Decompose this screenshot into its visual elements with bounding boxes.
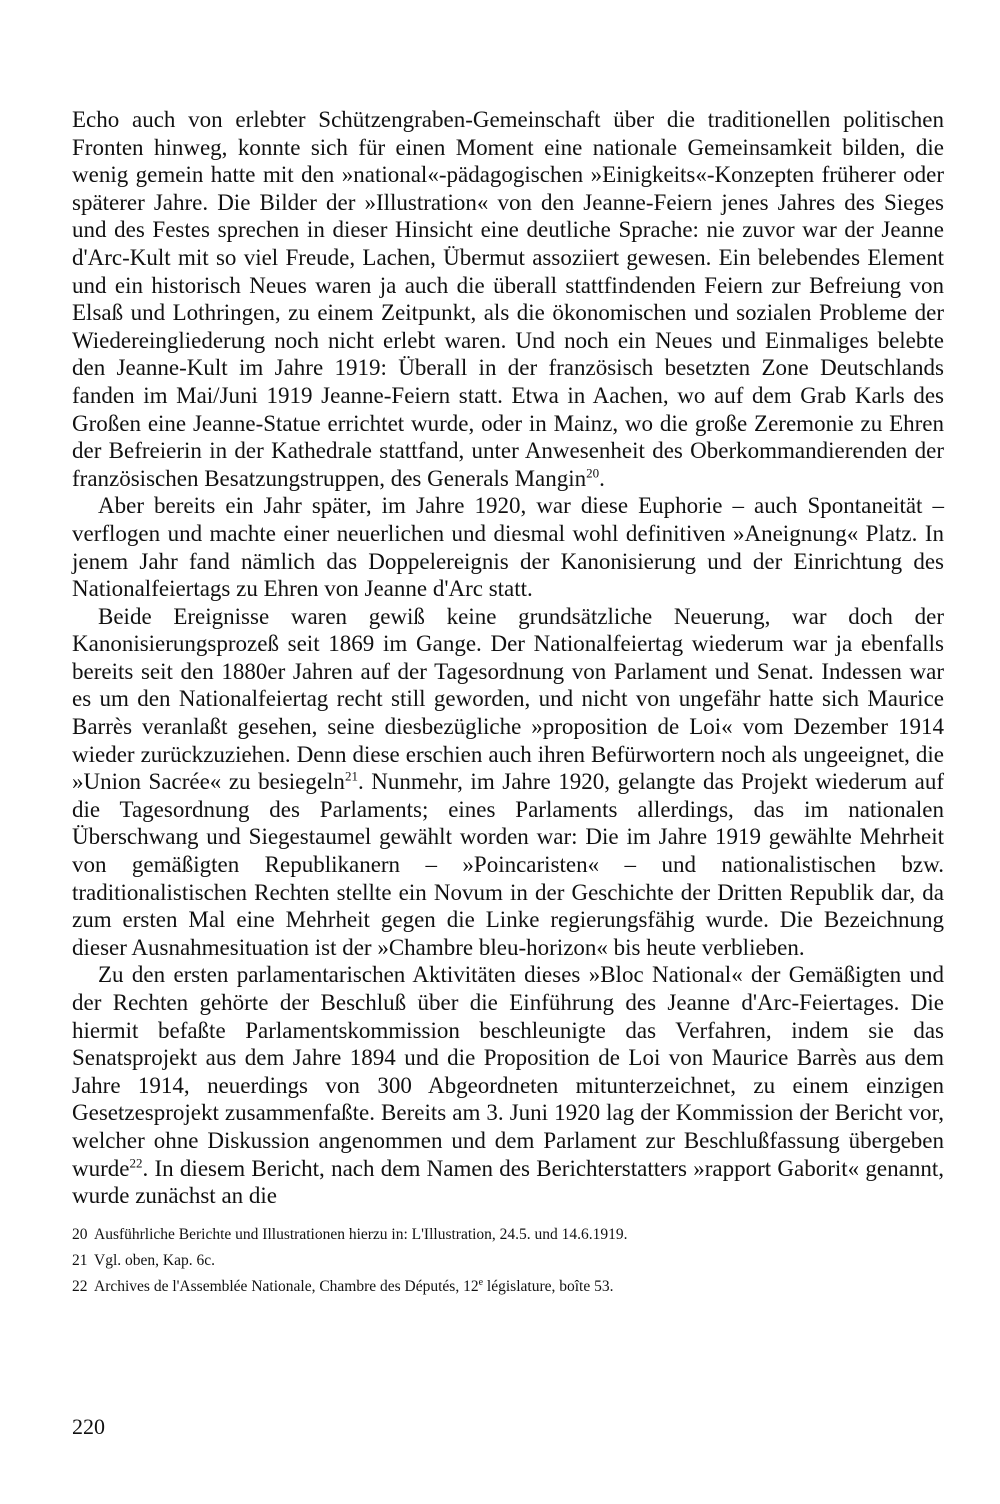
footnote-22	[72, 1274, 944, 1300]
paragraph-2	[72, 492, 944, 602]
footnote-text-tail: législature, boîte 53.	[483, 1277, 614, 1295]
paragraph-3-tail: . Nunmehr, im Jahre 1920, gelangte das Projekt wiederum auf die Tagesordnung des Parlaments; eines Parlaments allerdings, das im nationalen Überschwang und Siegestaumel gewählt worden war: Die im Jahre 1919 gewählte Mehrheit von gemäßigten Republikanern – »Poincaristen« – und nationalistischen bzw. traditionalistischen Rechten stellte ein Novum in der Geschichte der Dritten Republik dar, da zum ersten Mal eine Mehrheit gegen die Linke regierungsfähig wurde. Die Bezeichnung dieser Ausnahmesituation ist der »Chambre bleu-horizon« bis heute verblieben.	[72, 769, 945, 960]
paragraph-1	[72, 106, 944, 492]
footnote-number: 22	[72, 1277, 88, 1295]
paragraph-4-text: Zu den ersten parlamentarischen Aktivitäten dieses »Bloc National« der Gemäßigten und der Rechten gehörte der Beschluß über die Einführung des Jeanne d'Arc-Feiertages. Die hiermit befaßte Parlamentskommission beschleunigte das Verfahren, indem sie das Senatsprojekt aus dem Jahre 1894 und die Proposition de Loi von Maurice Barrès aus dem Jahre 1914, neuerdings von 300 Abgeordneten mitunterzeichnet, zu einem einzigen Gesetzesprojekt zusammenfaßte. Bereits am 3. Juni 1920 lag der Kommission der Bericht vor, welcher ohne Diskussion angenommen und dem Parlament zur Beschlußfassung übergeben wurde	[72, 962, 944, 1181]
paragraph-2-text: Aber bereits ein Jahr später, im Jahre 1920, war diese Euphorie – auch Spontaneität – verflogen und machte einer neuerlichen und diesmal wohl definitiven »Aneignung« Platz. In jenem Jahr fand nämlich das Doppelereignis der Kanonisierung und der Einrichtung des Nationalfeiertags zu Ehren von Jeanne d'Arc statt.	[72, 493, 944, 602]
footnote-20	[72, 1222, 944, 1248]
footnote-text: Archives de l'Assemblée Nationale, Chambre des Députés, 12	[94, 1277, 479, 1295]
footnote-ref-21[interactable]: 21	[344, 768, 358, 784]
paragraph-3-text: Beide Ereignisse waren gewiß keine grundsätzliche Neuerung, war doch der Kanonisierungsprozeß seit 1869 im Gange. Der Nationalfeiertag wiederum war ja ebenfalls bereits seit den 1880er Jahren auf der Tagesordnung von Parlament und Senat. Indessen war es um den Nationalfeiertag recht still geworden, und nicht von ungefähr hatte sich Maurice Barrès veranlaßt gesehen, seine diesbezügliche »proposition de Loi« vom Dezember 1914 wieder zurückzuziehen. Denn diese erschien auch ihren Befürwortern noch als ungeeignet, die »Union Sacrée« zu besiegeln	[72, 603, 944, 795]
paragraph-1-tail: .	[599, 465, 605, 491]
footnote-superscript: e	[478, 1276, 484, 1288]
footnote-text: Vgl. oben, Kap. 6c.	[94, 1251, 215, 1269]
footnote-ref-20[interactable]: 20	[586, 465, 600, 481]
footnote-number: 20	[72, 1225, 88, 1243]
paragraph-3	[72, 603, 944, 962]
paragraph-1-text: Echo auch von erlebter Schützengraben-Gemeinschaft über die traditionellen politischen Fronten hinweg, konnte sich für einen Moment eine nationale Gemeinsamkeit bilden, die wenig gemein hatte mit den »national«-pädagogischen »Einigkeits«-Konzepten früherer oder späterer Jahre. Die Bilder der »Illustration« von den Jeanne-Feiern jenes Jahres des Sieges und des Festes sprechen in dieser Hinsicht eine deutliche Sprache: nie zuvor war der Jeanne d'Arc-Kult mit so viel Freude, Lachen, Übermut assoziiert gewesen. Ein belebendes Element und ein historisch Neues waren ja auch die überall stattfindenden Feiern zur Befreiung von Elsaß und Lothringen, zu einem Zeitpunkt, als die ökonomischen und sozialen Probleme der Wiedereingliederung noch nicht erlebt waren. Und noch ein Neues und Einmaliges belebte den Jeanne-Kult im Jahre 1919: Überall in der französisch besetzten Zone Deutschlands fanden im Mai/Juni 1919 Jeanne-Feiern statt. Etwa in Aachen, wo auf dem Grab Karls des Großen eine Jeanne-Statue errichtet wurde, oder in Mainz, wo die große Zeremonie zu Ehren der Befreierin in der Kathedrale stattfand, unter Anwesenheit des Oberkommandierenden der französischen Besatzungstruppen, des Generals Mangin	[72, 107, 944, 491]
footnotes	[72, 1222, 944, 1300]
footnote-21	[72, 1248, 944, 1274]
footnote-text: Ausführliche Berichte und Illustrationen hierzu in: L'Illustration, 24.5. und 14.6.1919.	[94, 1225, 628, 1243]
paragraph-4	[72, 961, 944, 1209]
paragraph-4-tail: . In diesem Bericht, nach dem Namen des Berichterstatters »rapport Gaborit« genannt, wurde zunächst an die	[72, 1155, 944, 1209]
footnote-number: 21	[72, 1251, 88, 1269]
page-number: 220	[72, 1414, 105, 1439]
page-body	[72, 106, 944, 1300]
footnote-ref-22[interactable]: 22	[129, 1154, 143, 1170]
